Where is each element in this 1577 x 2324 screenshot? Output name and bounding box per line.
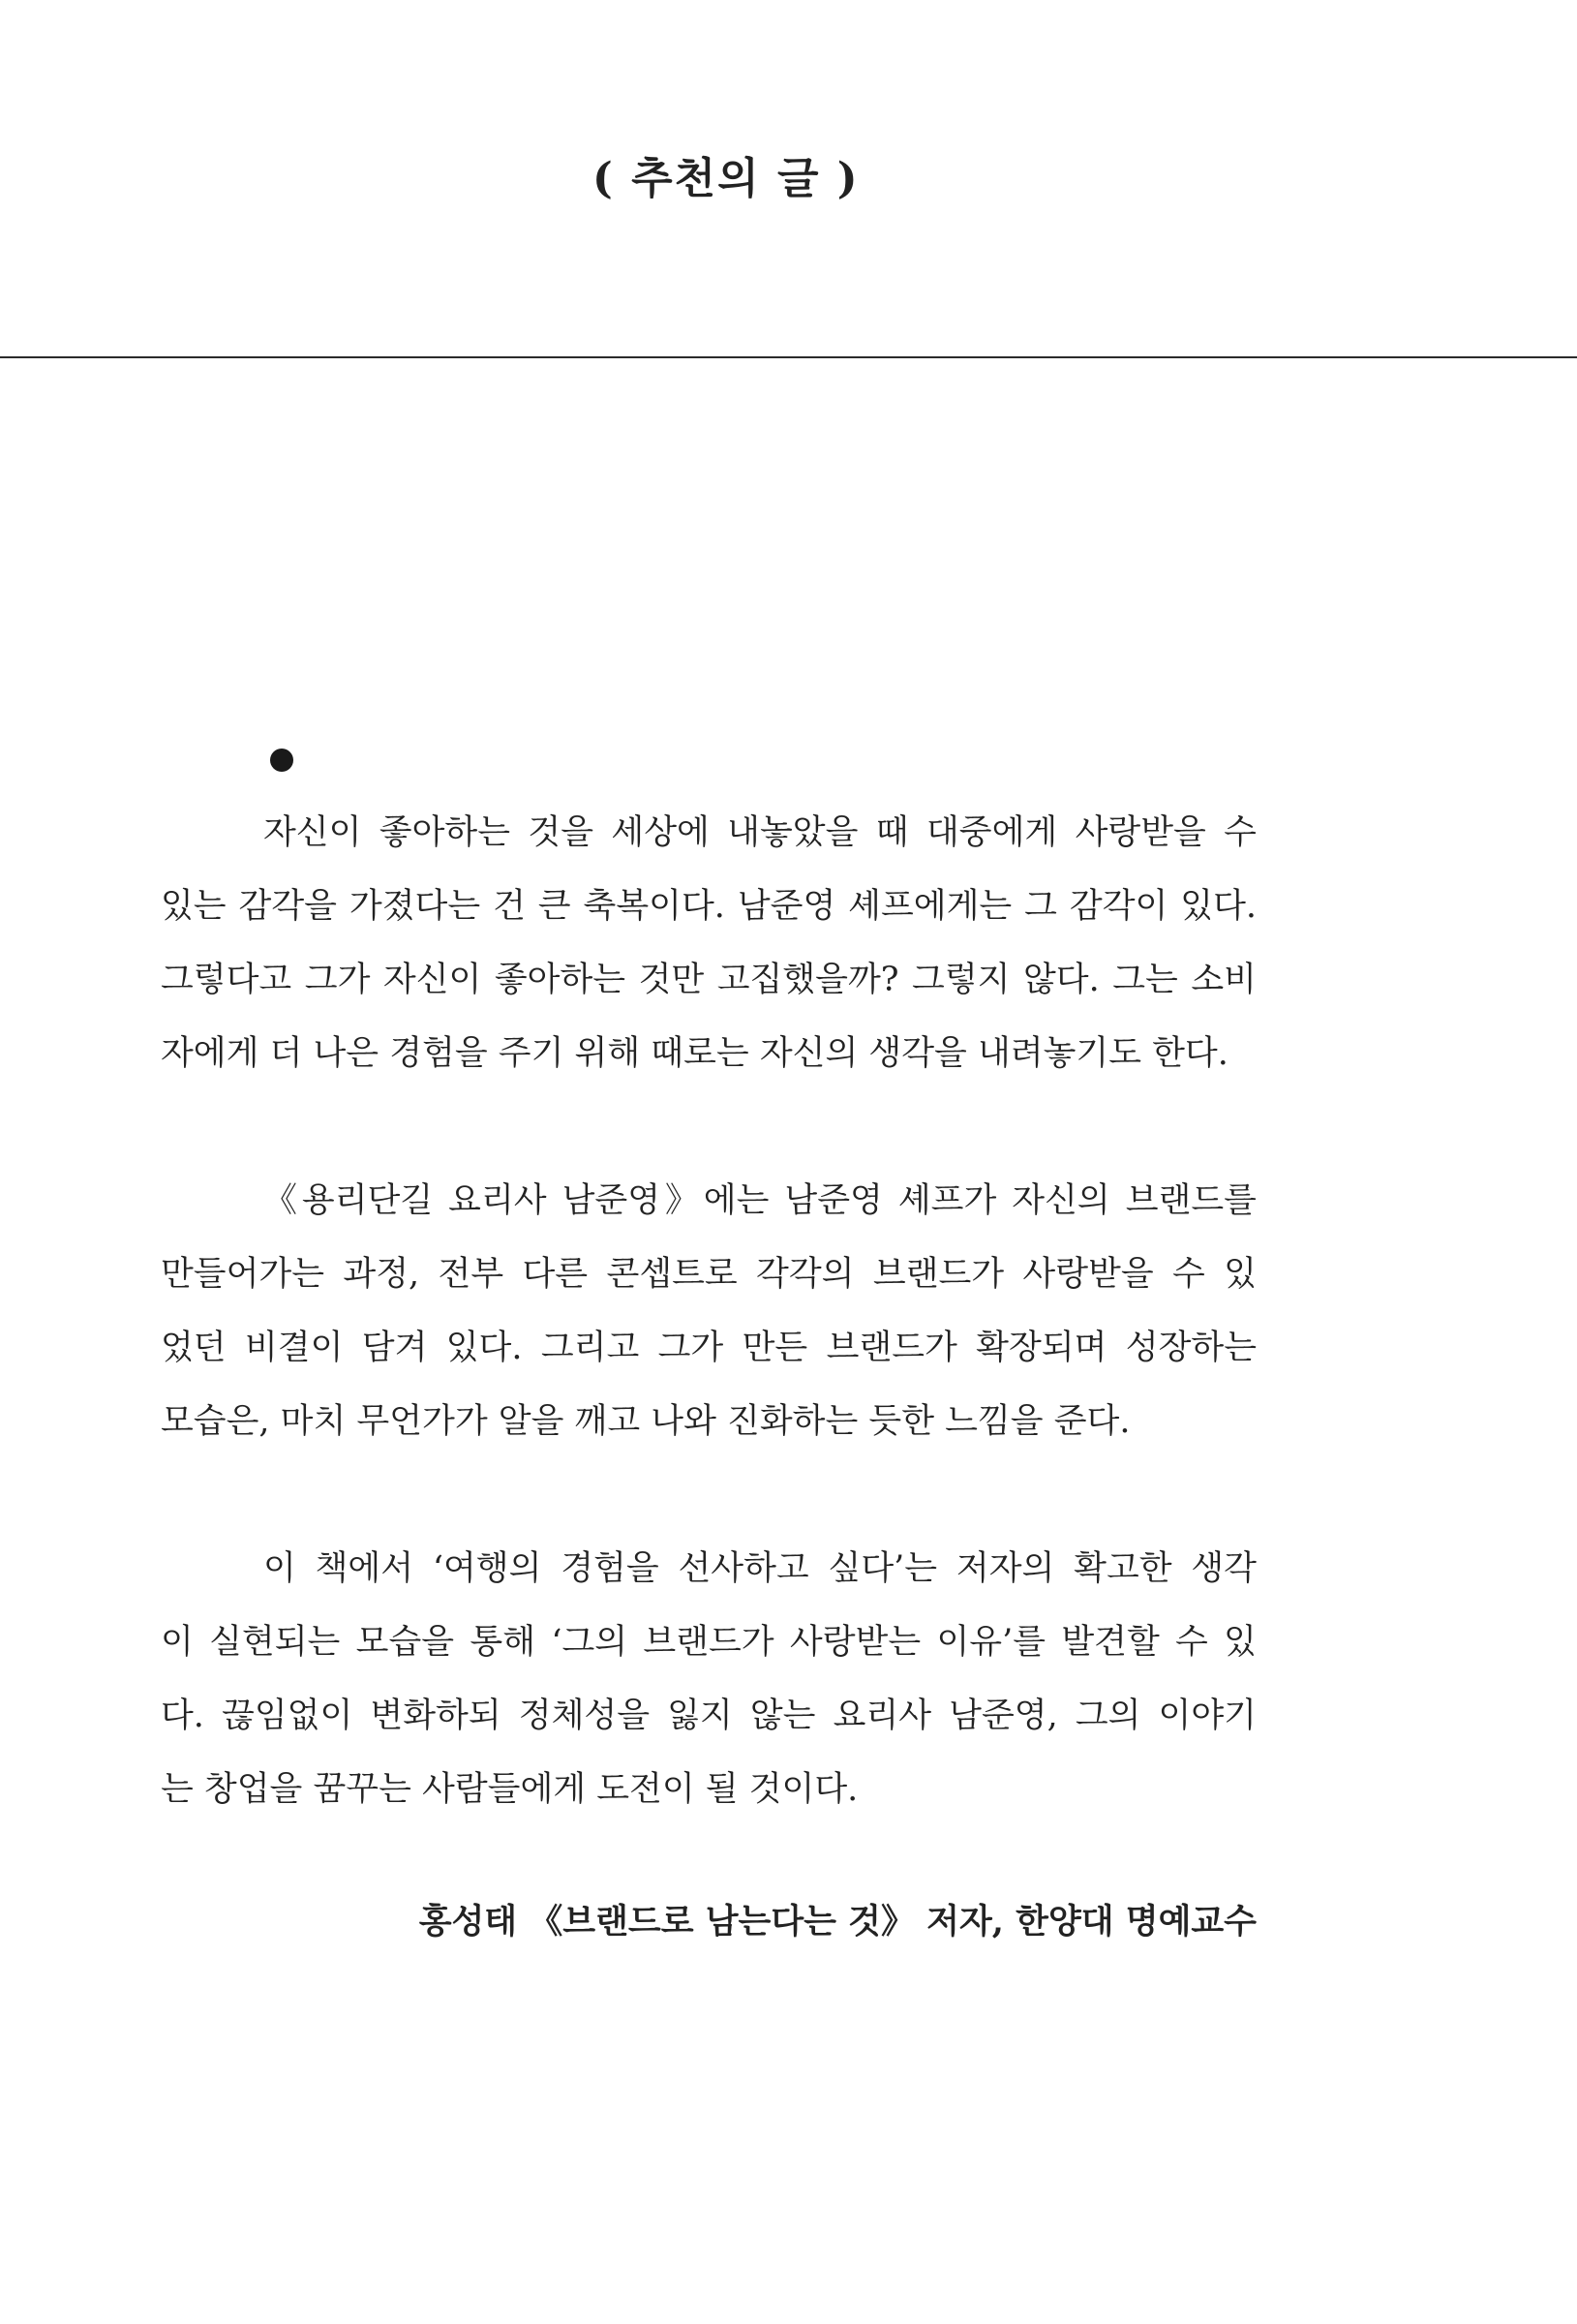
paragraph — [161, 796, 1257, 1090]
section-title: ( 추천의 글 ) — [592, 154, 860, 203]
body-text — [161, 796, 1257, 1900]
text-line: 는 창업을 꿈꾸는 사람들에게 도전이 될 것이다. — [161, 1770, 859, 1809]
text-line: 만들어가는 과정, 전부 다른 콘셉트로 각각의 브랜드가 사랑받을 수 있 — [161, 1255, 1257, 1294]
text-line: 그렇다고 그가 자신이 좋아하는 것만 고집했을까? 그렇지 않다. 그는 소비 — [161, 961, 1257, 999]
text-line: 모습은, 마치 무언가가 알을 깨고 나와 진화하는 듯한 느낌을 준다. — [161, 1402, 1131, 1441]
text-line: 다. 끊임없이 변화하되 정체성을 잃지 않는 요리사 남준영, 그의 이야기 — [161, 1697, 1257, 1735]
text-line: 자에게 더 나은 경험을 주기 위해 때로는 자신의 생각을 내려놓기도 한다. — [161, 1034, 1228, 1073]
bullet-icon — [270, 749, 293, 772]
text-line: 자신이 좋아하는 것을 세상에 내놓았을 때 대중에게 사랑받을 수 — [263, 813, 1257, 852]
signature: 홍성태 《브랜드로 남는다는 것》 저자, 한양대 명예교수 — [418, 1902, 1257, 1942]
text-line: 이 실현되는 모습을 통해 ‘그의 브랜드가 사랑받는 이유’를 발견할 수 있 — [161, 1623, 1257, 1662]
text-line: 었던 비결이 담겨 있다. 그리고 그가 만든 브랜드가 확장되며 성장하는 — [161, 1329, 1257, 1367]
paragraph — [161, 1164, 1257, 1458]
page-header — [0, 0, 1577, 358]
text-line: 《용리단길 요리사 남준영》에는 남준영 셰프가 자신의 브랜드를 — [263, 1181, 1257, 1220]
text-line: 있는 감각을 가졌다는 건 큰 축복이다. 남준영 셰프에게는 그 감각이 있다. — [161, 887, 1257, 926]
text-line: 이 책에서 ‘여행의 경험을 선사하고 싶다’는 저자의 확고한 생각 — [263, 1549, 1257, 1588]
paragraph — [161, 1532, 1257, 1826]
